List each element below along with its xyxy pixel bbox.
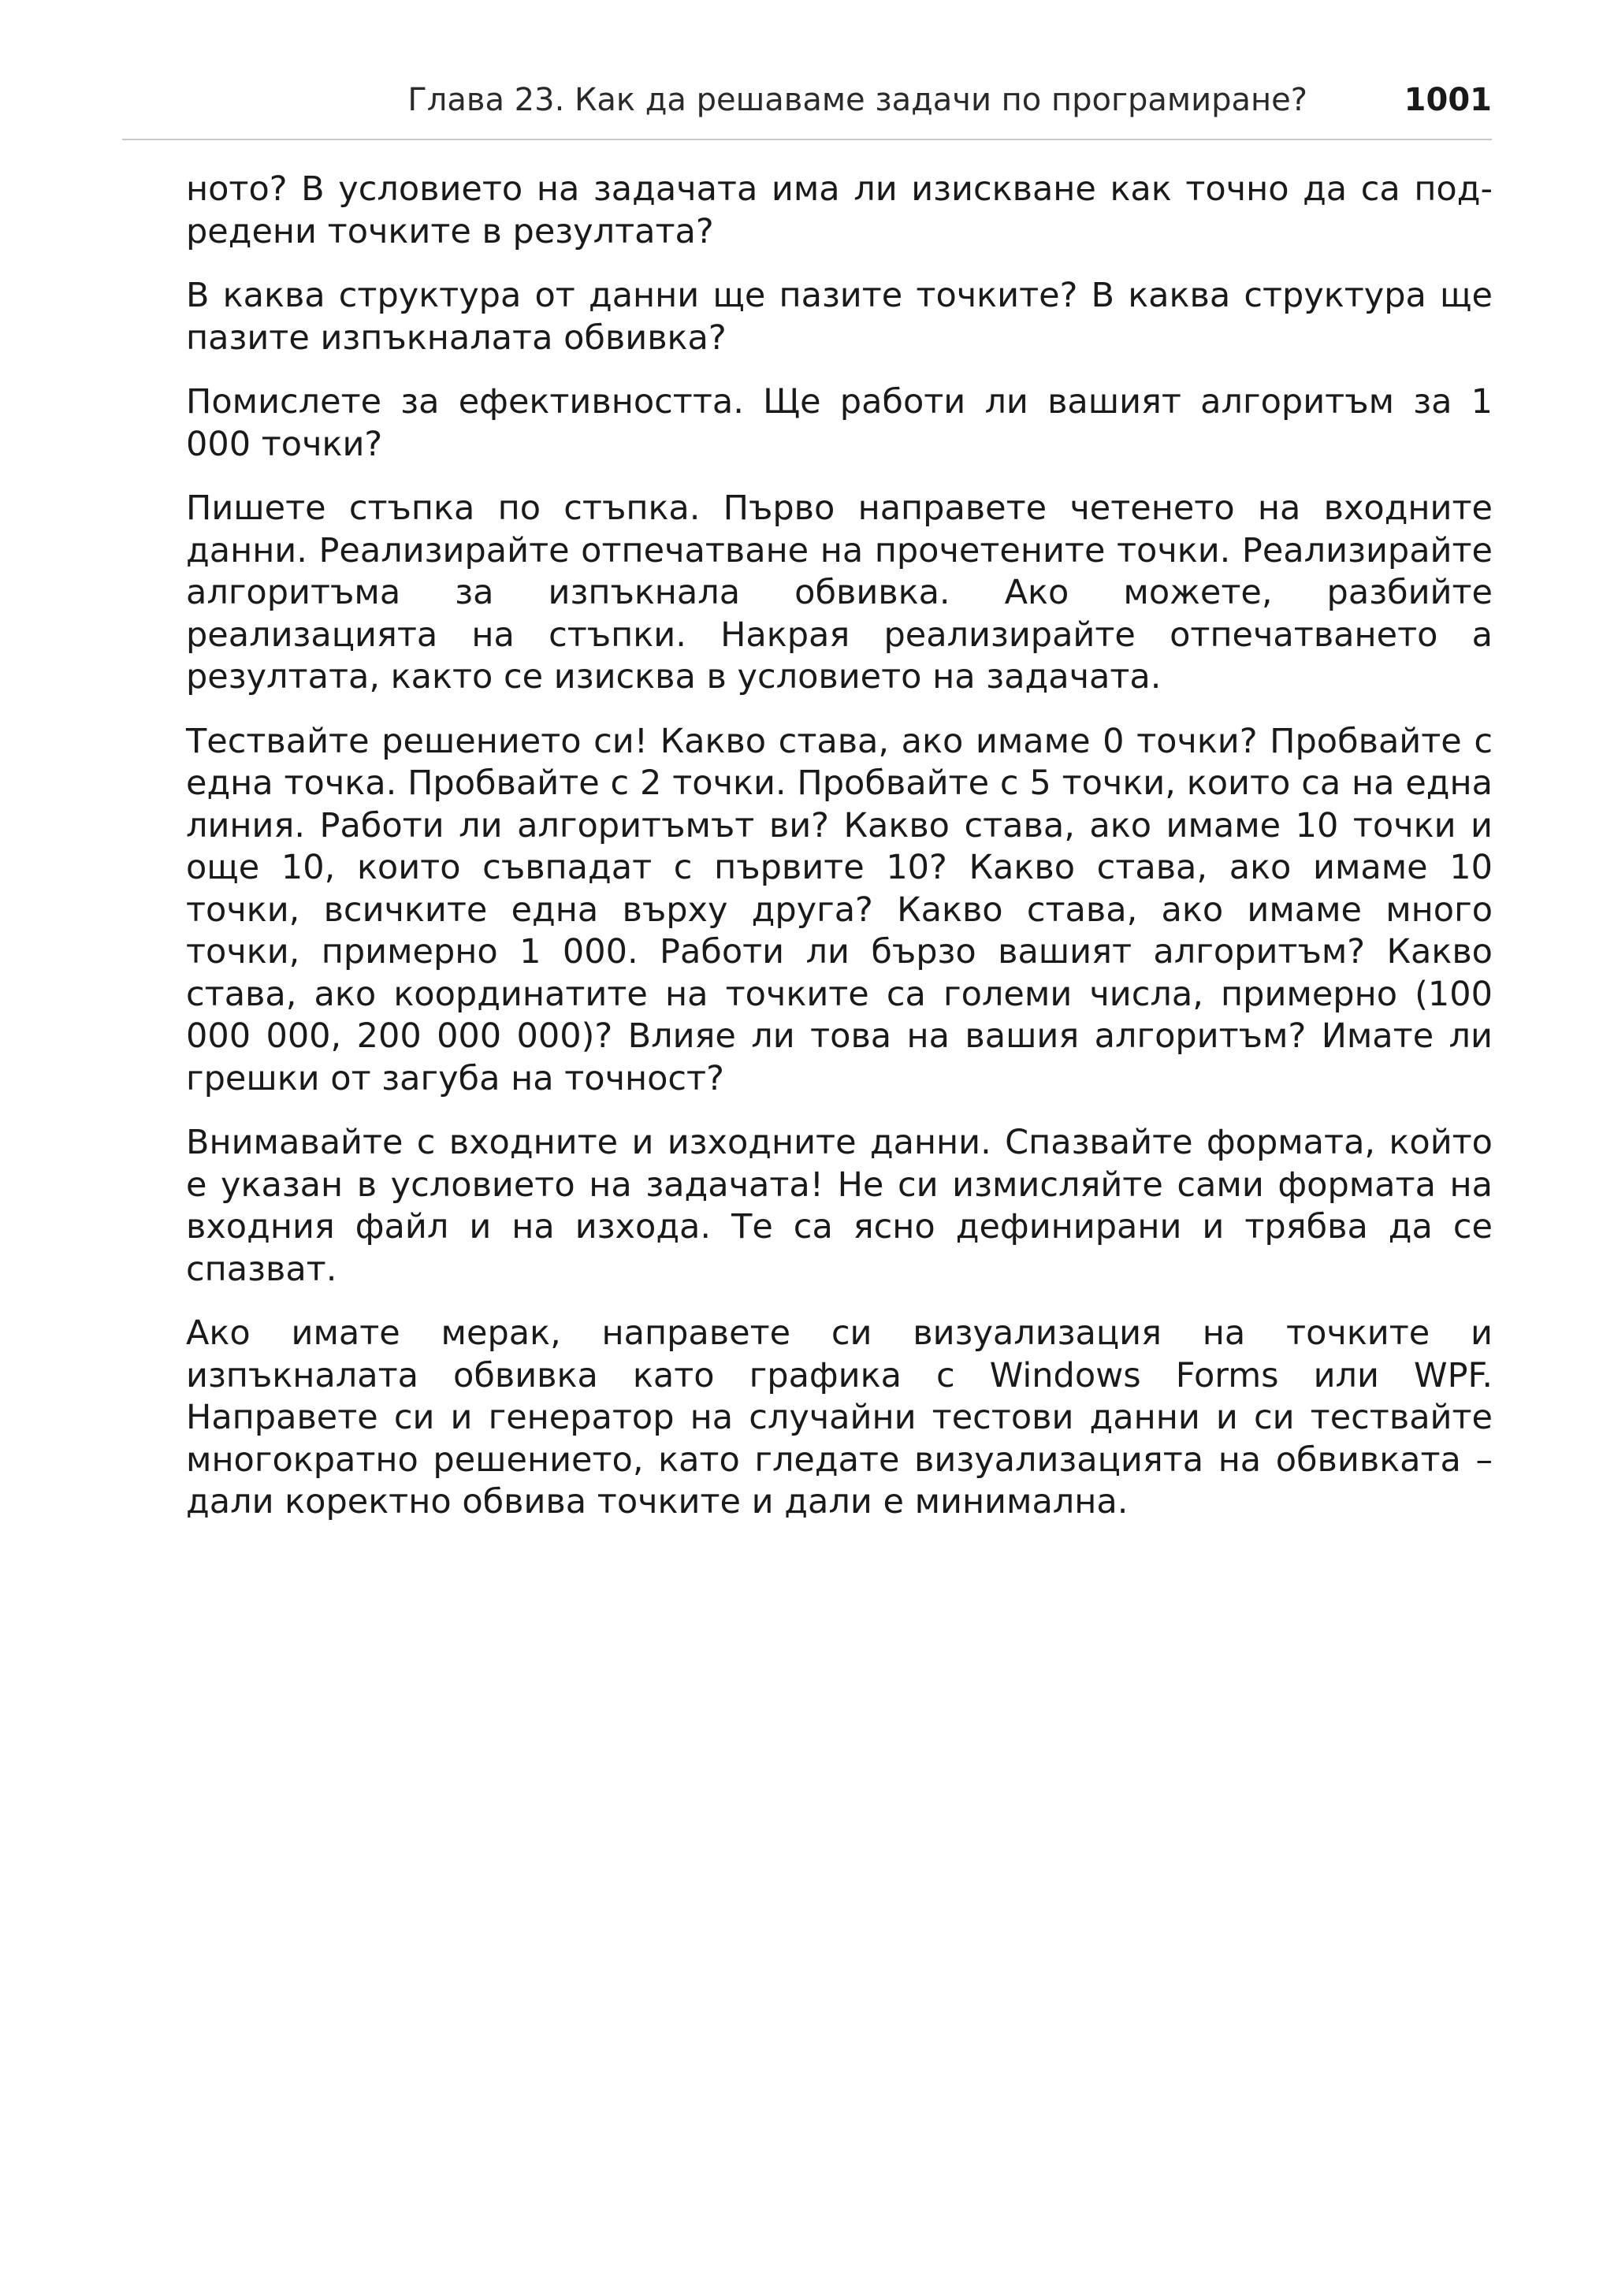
page-header <box>122 81 1492 119</box>
body-text <box>186 169 1493 1546</box>
paragraph: В каква структура от данни ще пазите точките? В каква структура ще пазите изпъкналата обвивка? <box>186 276 1493 358</box>
header-divider <box>122 139 1492 140</box>
paragraph: ното? В условието на задачата има ли изискване как точно да са подредени точките в резултата? <box>186 169 1493 251</box>
paragraph: Помислете за ефективността. Ще работи ли вашият алгоритъм за 1 000 точки? <box>186 382 1493 464</box>
paragraph: Пишете стъпка по стъпка. Първо направете четенето на входните данни. Реализирайте отпечатване на прочетените точки. Реализирайте алгоритъма за изпъкнала обвивка. Ако можете, разбийте реализацията на стъпки. Накрая реализирайте отпечатването а резултата, както се изисква в условието на задачата. <box>186 489 1493 697</box>
paragraph: Тествайте решението си! Какво става, ако имаме 0 точки? Пробвайте с една точка. Пробвайте с 2 точки. Пробвайте с 5 точки, които са на една линия. Работи ли алгоритъмът ви? Какво става, ако имаме 10 точки и още 10, които съвпадат с първите 10? Какво става, ако имаме 10 точки, всичките една върху друга? Какво става, ако имаме много точки, примерно 1 000. Работи ли бързо вашият алгоритъм? Какво става, ако координатите на точките са големи числа, примерно (100 000 000, 200 000 000)? Влияе ли това на вашия алгоритъм? Имате ли грешки от загуба на точност? <box>186 721 1493 1098</box>
chapter-title: Глава 23. Как да решаваме задачи по програмиране? <box>407 82 1307 118</box>
page-number: 1001 <box>1404 82 1492 118</box>
paragraph: Внимавайте с входните и изходните данни. Спазвайте формата, който е указан в условието на задачата! Не си измисляйте сами формата на входния файл и на изхода. Те са ясно дефинирани и трябва да се спазват. <box>186 1123 1493 1289</box>
paragraph: Ако имате мерак, направете си визуализация на точките и изпъкналата обвивка като графика с Windows Forms или WPF. Направете си и генератор на случайни тестови данни и си тествайте многократно решението, като гледате визуализацията на обвивката – дали коректно обвива точките и дали е минимална. <box>186 1313 1493 1521</box>
